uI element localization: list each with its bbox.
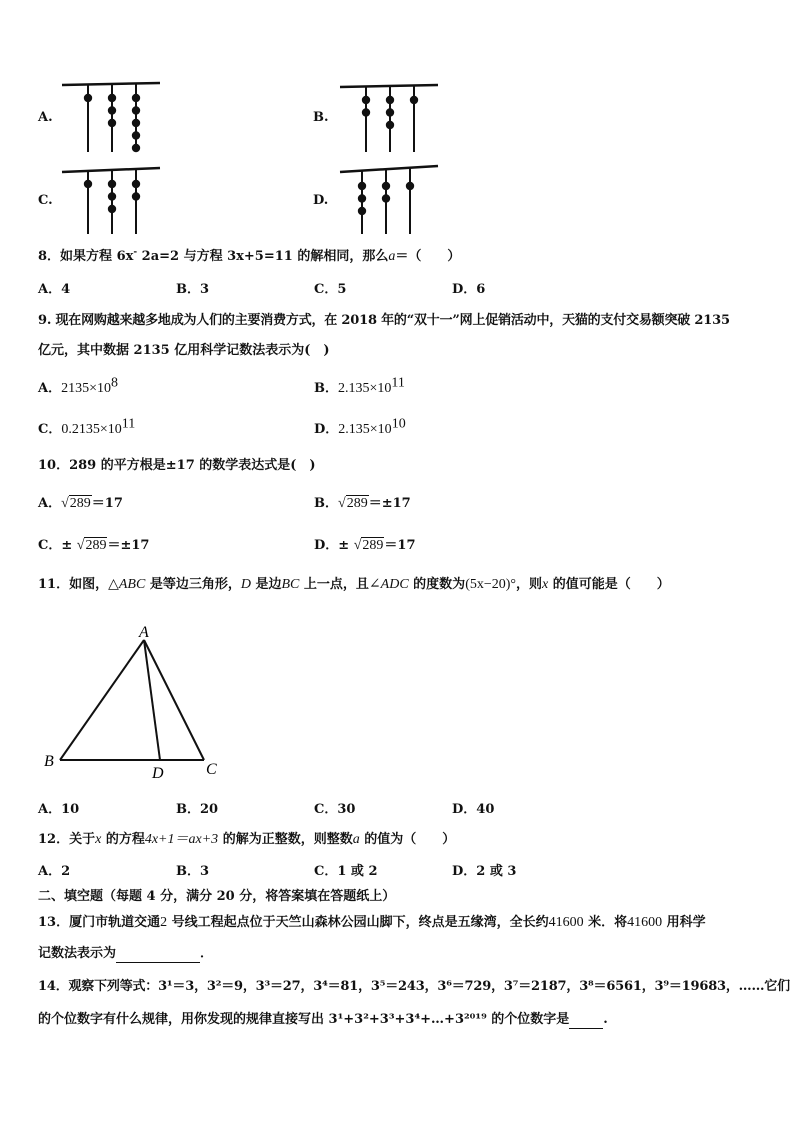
question-13-stem-line2: 记数法表示为 ． [38,946,214,961]
abacus-bead [382,194,390,202]
abacus-bead [108,180,116,188]
point-label-d: D [152,765,164,782]
abacus-bead [386,96,394,104]
sqrt-sign: √289 [76,538,107,553]
abacus-bead [132,106,140,114]
question-10-option-c: C．± √289＝±17 [38,538,150,553]
abacus-bead [84,180,92,188]
vertex-label-b: B [44,753,54,770]
abacus-bead [108,119,116,127]
question-8-option-b: B．3 [176,282,210,297]
answer-blank[interactable] [569,1012,603,1029]
abacus-figure-c [60,160,170,240]
abacus-option-c-label: C. [38,193,53,208]
abacus-bead [410,96,418,104]
abacus-bead [132,192,140,200]
abacus-beads [84,180,140,213]
abacus-bead [108,205,116,213]
abacus-bead [132,180,140,188]
answer-blank[interactable] [116,946,200,963]
question-12-option-c: C．1 或 2 [314,864,378,879]
question-13-stem-line1: 13．厦门市轨道交通2 号线工程起点位于天竺山森林公园山脚下，终点是五缘湾，全长约41600 米．将41600 用科学 [38,915,706,930]
abacus-option-a-label: A. [38,110,53,125]
question-12-stem: 12．关于x 的方程4x+1＝ax+3 的解为正整数，则整数a 的值为（ ） [38,832,456,847]
question-8-option-c: C．5 [314,282,347,297]
abacus-bead [362,96,370,104]
abacus-bead [108,192,116,200]
abacus-bead [108,94,116,102]
question-11-option-c: C．30 [314,802,356,817]
abacus-bead [84,94,92,102]
question-9-stem-line1: 9. 现在网购越来越多地成为人们的主要消费方式，在 2018 年的“双十一”网上促销活动中，天猫的支付交易额突破 2135 [38,313,730,328]
abacus-bead [358,207,366,215]
vertex-label-a: A [139,624,149,641]
abacus-figure-b [338,78,448,158]
vertex-label-c: C [206,761,217,778]
side-ab [60,640,144,760]
abacus-bead [358,194,366,202]
abacus-beads [362,96,418,129]
question-9-stem-line2: 亿元，其中数据 2135 亿用科学记数法表示为( ) [38,343,330,358]
question-8-stem: 8．如果方程 6x- 2a=2 与方程 3x+5=11 的解相同，那么a＝（ ） [38,247,461,264]
abacus-figure-a [60,78,170,158]
abacus-option-d-label: D. [313,193,329,208]
question-11-stem: 11．如图，△ABC 是等边三角形，D 是边BC 上一点，且∠ADC 的度数为(5x−20)°，则x 的值可能是（ ） [38,577,670,592]
question-8-option-d: D．6 [452,282,486,297]
question-10-option-b: B．√289＝±17 [314,496,411,511]
abacus-option-b-label: B. [313,110,329,125]
question-12-option-d: D．2 或 3 [452,864,517,879]
abacus-bead [358,182,366,190]
question-8-option-a: A．4 [38,282,71,297]
abacus-figure-d [338,160,448,240]
question-11-option-a: A．10 [38,802,80,817]
sqrt-sign: √289 [61,496,91,511]
question-9-option-b: B．$2.135\times 10^{11}$ [314,375,405,396]
question-10-stem: 10．289 的平方根是±17 的数学表达式是( ) [38,458,316,473]
abacus-bead [386,108,394,116]
question-12-option-b: B．3 [176,864,210,879]
question-11-option-d: D．40 [452,802,495,817]
abacus-bead [382,182,390,190]
abacus-bead [386,121,394,129]
question-10-option-a: A．√289＝17 [38,496,123,511]
abacus-bead [406,182,414,190]
question-9-option-a: A．$2135\times 10^8$ [38,375,118,396]
question-11-option-b: B．20 [176,802,219,817]
abacus-bead [108,106,116,114]
abacus-bead [132,144,140,152]
abacus-bead [362,108,370,116]
abacus-bead [132,94,140,102]
question-9-option-c: C．$0.2135\times 10^{11}$ [38,416,136,437]
sqrt-sign: √289 [338,496,368,511]
triangle-figure [38,620,238,785]
abacus-bead [132,119,140,127]
question-12-option-a: A．2 [38,864,71,879]
section-2-heading: 二、填空题（每题 4 分，满分 20 分，将答案填在答题纸上） [38,889,396,904]
question-10-option-d: D．± √289＝17 [314,538,416,553]
abacus-bead [132,131,140,139]
question-9-option-d: D．$2.135\times 10^{10}$ [314,416,406,437]
question-14-stem-line2: 的个位数字有什么规律，用你发现的规律直接写出 3¹+3²+3³+3⁴+…+3²⁰¹⁹ 的个位数字是 . [38,1012,608,1027]
question-14-stem-line1: 14．观察下列等式：3¹＝3，3²＝9，3³＝27，3⁴＝81，3⁵＝243，3⁶＝729，3⁷＝2187，3⁸＝6561，3⁹＝19683，……它们 [38,979,790,994]
sqrt-sign: √289 [353,538,384,553]
